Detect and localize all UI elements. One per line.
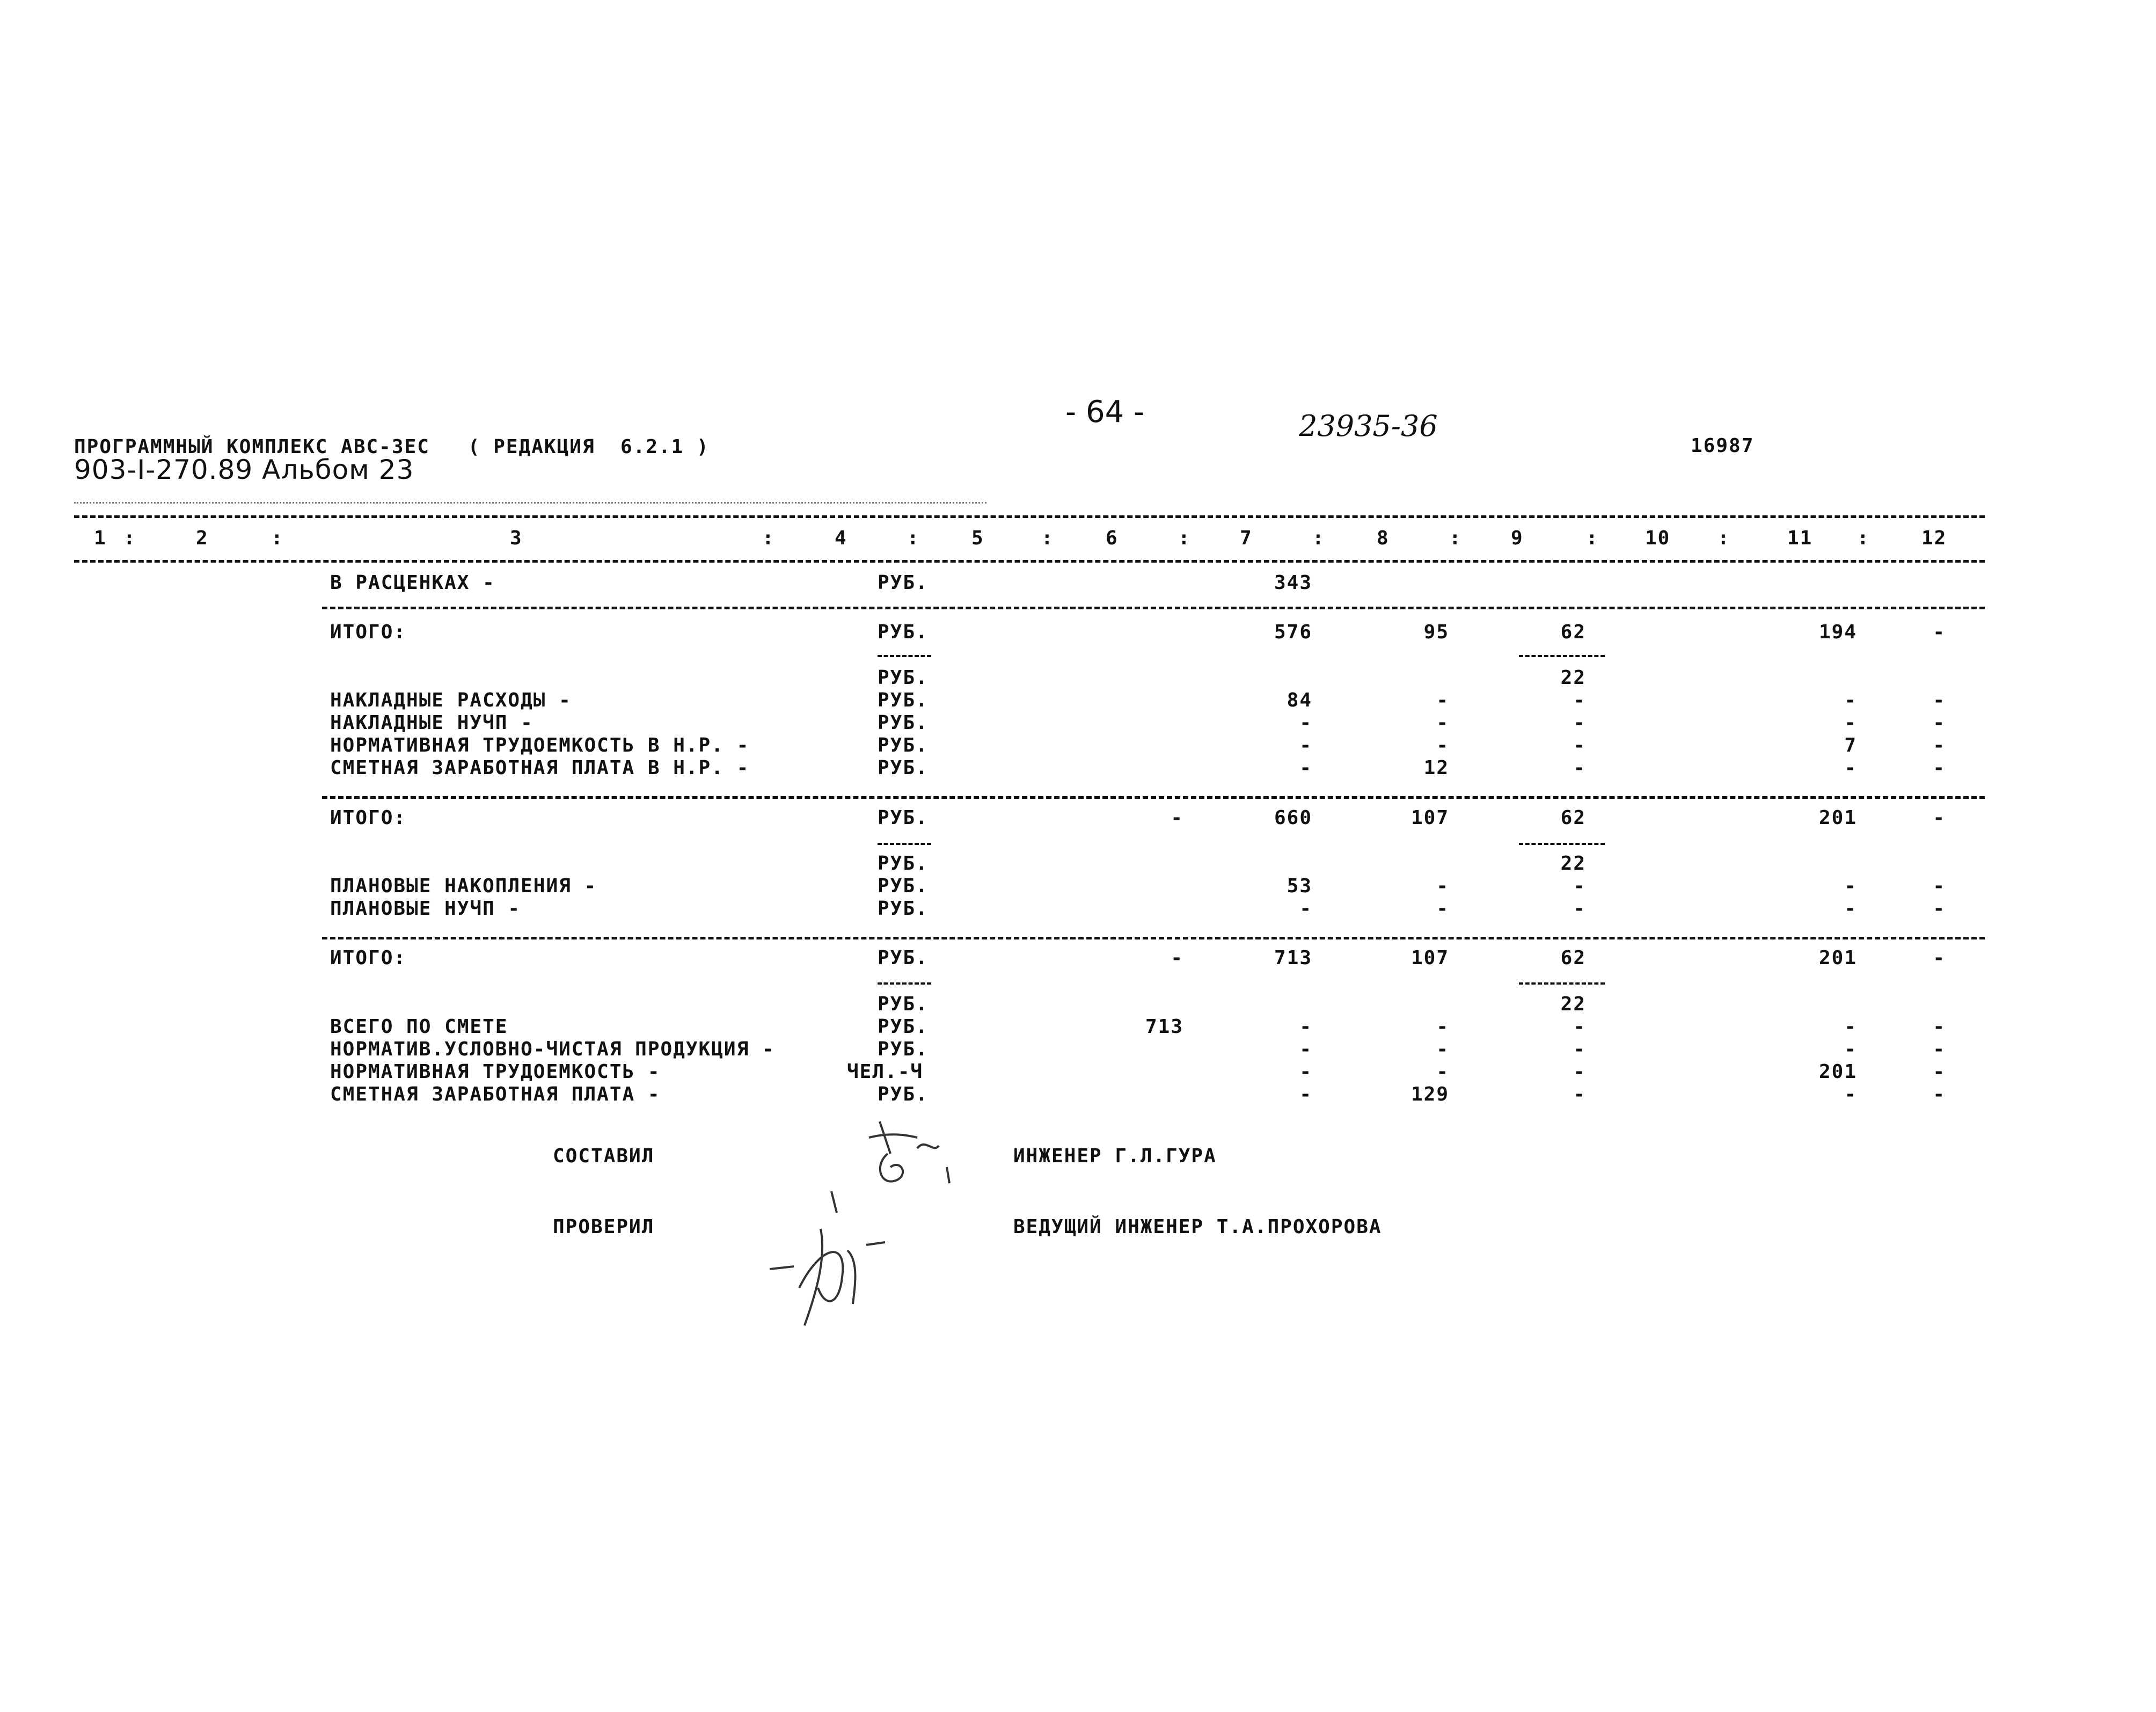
cell-c7: 343 — [1274, 572, 1312, 594]
header-top-rule — [74, 515, 1985, 518]
cell-c7: - — [1299, 1038, 1312, 1060]
cell-c9: 62 — [1560, 621, 1586, 643]
cell-c8: 107 — [1410, 807, 1449, 829]
cell-c12: - — [1933, 1061, 1946, 1083]
row-unit: ЧЕЛ.-Ч — [847, 1061, 924, 1083]
cell-c12: - — [1933, 689, 1946, 711]
row-label: СМЕТНАЯ ЗАРАБОТНАЯ ПЛАТА - — [330, 1083, 661, 1105]
column-number-5: 5 — [971, 527, 984, 549]
column-number-8: 8 — [1377, 527, 1390, 549]
row-label: ИТОГО: — [330, 621, 407, 643]
row-label: ПЛАНОВЫЕ НАКОПЛЕНИЯ - — [330, 875, 597, 897]
cell-c11: - — [1844, 757, 1857, 779]
header-bottom-rule — [74, 560, 1985, 563]
cell-c12: - — [1933, 947, 1946, 969]
page-number: - 64 - — [1065, 395, 1145, 429]
row-label: ИТОГО: — [330, 947, 407, 969]
cell-c7: - — [1299, 1083, 1312, 1105]
row-label: НОРМАТИВ.УСЛОВНО-ЧИСТАЯ ПРОДУКЦИЯ - — [330, 1038, 775, 1060]
column-separator: : — [1449, 527, 1462, 549]
cell-c11: 201 — [1818, 807, 1857, 829]
column-number-10: 10 — [1645, 527, 1671, 549]
column-number-7: 7 — [1240, 527, 1253, 549]
cell-c11: - — [1844, 712, 1857, 734]
column-number-11: 11 — [1787, 527, 1813, 549]
column-separator: : — [1857, 527, 1870, 549]
cell-c8: - — [1436, 875, 1449, 897]
row-label: В РАСЦЕНКАХ - — [330, 572, 495, 594]
cell-c12: - — [1933, 875, 1946, 897]
cell-c9: - — [1573, 1038, 1586, 1060]
cell-c12: - — [1933, 757, 1946, 779]
column-number-2: 2 — [196, 527, 209, 549]
cell-c9: - — [1573, 757, 1586, 779]
cell-c7: 713 — [1274, 947, 1312, 969]
cell-c12: - — [1933, 1038, 1946, 1060]
cell-c7: 53 — [1287, 875, 1312, 897]
cell-c11: 201 — [1818, 947, 1857, 969]
checked-by: ВЕДУЩИЙ ИНЖЕНЕР Т.А.ПРОХОРОВА — [1013, 1216, 1382, 1238]
subtotal-underline — [878, 843, 931, 845]
row-unit: РУБ. — [878, 712, 929, 734]
cell-c11: 201 — [1818, 1061, 1857, 1083]
column-separator: : — [907, 527, 920, 549]
cell-c9: - — [1573, 1061, 1586, 1083]
subtotal-underline — [878, 982, 931, 985]
section-rule — [322, 607, 1985, 609]
cell-c12: - — [1933, 712, 1946, 734]
cell-c8: 129 — [1410, 1083, 1449, 1105]
cell-c9: - — [1573, 875, 1586, 897]
subtotal-underline — [1519, 982, 1605, 985]
column-number-1: 1 — [94, 527, 107, 549]
row-label: НОРМАТИВНАЯ ТРУДОЕМКОСТЬ - — [330, 1061, 661, 1083]
cell-c12: - — [1933, 807, 1946, 829]
compiled-label: СОСТАВИЛ — [553, 1145, 655, 1167]
program-header: ПРОГРАММНЫЙ КОМПЛЕКС АВС-ЗЕС ( РЕДАКЦИЯ 6.2.1 ) — [74, 436, 710, 458]
column-number-4: 4 — [835, 527, 847, 549]
subtotal-underline — [1519, 843, 1605, 845]
row-label: НАКЛАДНЫЕ НУЧП - — [330, 712, 533, 734]
checked-label: ПРОВЕРИЛ — [553, 1216, 655, 1238]
cell-c6: 713 — [1145, 1016, 1183, 1038]
cell-c8: 107 — [1410, 947, 1449, 969]
document-id: 16987 — [1691, 435, 1755, 457]
handwritten-code: 23935-36 — [1299, 409, 1438, 443]
cell-c9: - — [1573, 689, 1586, 711]
cell-c11: - — [1844, 1016, 1857, 1038]
column-separator: : — [123, 527, 136, 549]
column-separator: : — [762, 527, 775, 549]
row-unit: РУБ. — [878, 1083, 929, 1105]
cell-c11: - — [1844, 689, 1857, 711]
row-unit: РУБ. — [878, 947, 929, 969]
cell-c11: - — [1844, 898, 1857, 920]
cell-c12: - — [1933, 898, 1946, 920]
signature-checker — [757, 1170, 907, 1338]
row-unit: РУБ. — [878, 689, 929, 711]
cell-c8: - — [1436, 1061, 1449, 1083]
column-separator: : — [1718, 527, 1730, 549]
cell-c7: - — [1299, 734, 1312, 756]
row-label: НАКЛАДНЫЕ РАСХОДЫ - — [330, 689, 572, 711]
cell-c9: - — [1573, 898, 1586, 920]
cell-c11: 194 — [1818, 621, 1857, 643]
column-number-12: 12 — [1921, 527, 1947, 549]
column-separator: : — [271, 527, 284, 549]
cell-c8: - — [1436, 1038, 1449, 1060]
compiled-by: ИНЖЕНЕР Г.Л.ГУРА — [1013, 1145, 1217, 1167]
row-unit: РУБ. — [878, 1038, 929, 1060]
cell-c8: - — [1436, 734, 1449, 756]
cell-c9: - — [1573, 712, 1586, 734]
dotted-divider — [74, 502, 986, 504]
section-rule — [322, 796, 1985, 799]
row-label: СМЕТНАЯ ЗАРАБОТНАЯ ПЛАТА В Н.Р. - — [330, 757, 750, 779]
row-unit: РУБ. — [878, 757, 929, 779]
row-label: ИТОГО: — [330, 807, 407, 829]
cell-c6: - — [1171, 947, 1183, 969]
row-label: НОРМАТИВНАЯ ТРУДОЕМКОСТЬ В Н.Р. - — [330, 734, 750, 756]
cell-c8: - — [1436, 1016, 1449, 1038]
cell-c11: - — [1844, 1038, 1857, 1060]
cell-c11: - — [1844, 875, 1857, 897]
cell-c8: 95 — [1423, 621, 1449, 643]
cell-c7: 84 — [1287, 689, 1312, 711]
cell-c7: - — [1299, 1016, 1312, 1038]
cell-c12: - — [1933, 1016, 1946, 1038]
cell-c7: 660 — [1274, 807, 1312, 829]
row-unit: РУБ. — [878, 734, 929, 756]
cell-c11: - — [1844, 1083, 1857, 1105]
cell-c7: - — [1299, 1061, 1312, 1083]
cell-c8: - — [1436, 689, 1449, 711]
cell-c12: - — [1933, 621, 1946, 643]
row-unit: РУБ. — [878, 667, 929, 689]
cell-c12: - — [1933, 1083, 1946, 1105]
column-number-3: 3 — [510, 527, 523, 549]
cell-c9: 62 — [1560, 807, 1586, 829]
cell-c7: - — [1299, 712, 1312, 734]
cell-c8: - — [1436, 712, 1449, 734]
column-separator: : — [1041, 527, 1054, 549]
row-unit: РУБ. — [878, 807, 929, 829]
album-title: 903-I-270.89 Альбом 23 — [74, 454, 414, 485]
row-unit: РУБ. — [878, 1016, 929, 1038]
cell-c9: 62 — [1560, 947, 1586, 969]
row-label: ПЛАНОВЫЕ НУЧП - — [330, 898, 521, 920]
cell-c12: - — [1933, 734, 1946, 756]
section-rule — [322, 937, 1985, 939]
column-separator: : — [1586, 527, 1599, 549]
cell-c6: - — [1171, 807, 1183, 829]
row-unit: РУБ. — [878, 853, 929, 875]
row-unit: РУБ. — [878, 993, 929, 1015]
row-label: ВСЕГО ПО СМЕТЕ — [330, 1016, 508, 1038]
column-separator: : — [1178, 527, 1191, 549]
cell-c9: 22 — [1560, 993, 1586, 1015]
cell-c8: - — [1436, 898, 1449, 920]
cell-c9: - — [1573, 1083, 1586, 1105]
cell-c9: - — [1573, 734, 1586, 756]
cell-c9: 22 — [1560, 667, 1586, 689]
column-number-6: 6 — [1106, 527, 1119, 549]
row-unit: РУБ. — [878, 875, 929, 897]
cell-c7: - — [1299, 757, 1312, 779]
cell-c9: 22 — [1560, 853, 1586, 875]
subtotal-underline — [1519, 655, 1605, 657]
cell-c9: - — [1573, 1016, 1586, 1038]
column-number-9: 9 — [1511, 527, 1524, 549]
subtotal-underline — [878, 655, 931, 657]
cell-c7: 576 — [1274, 621, 1312, 643]
cell-c11: 7 — [1844, 734, 1857, 756]
row-unit: РУБ. — [878, 572, 929, 594]
column-separator: : — [1312, 527, 1325, 549]
cell-c8: 12 — [1423, 757, 1449, 779]
cell-c7: - — [1299, 898, 1312, 920]
row-unit: РУБ. — [878, 898, 929, 920]
row-unit: РУБ. — [878, 621, 929, 643]
